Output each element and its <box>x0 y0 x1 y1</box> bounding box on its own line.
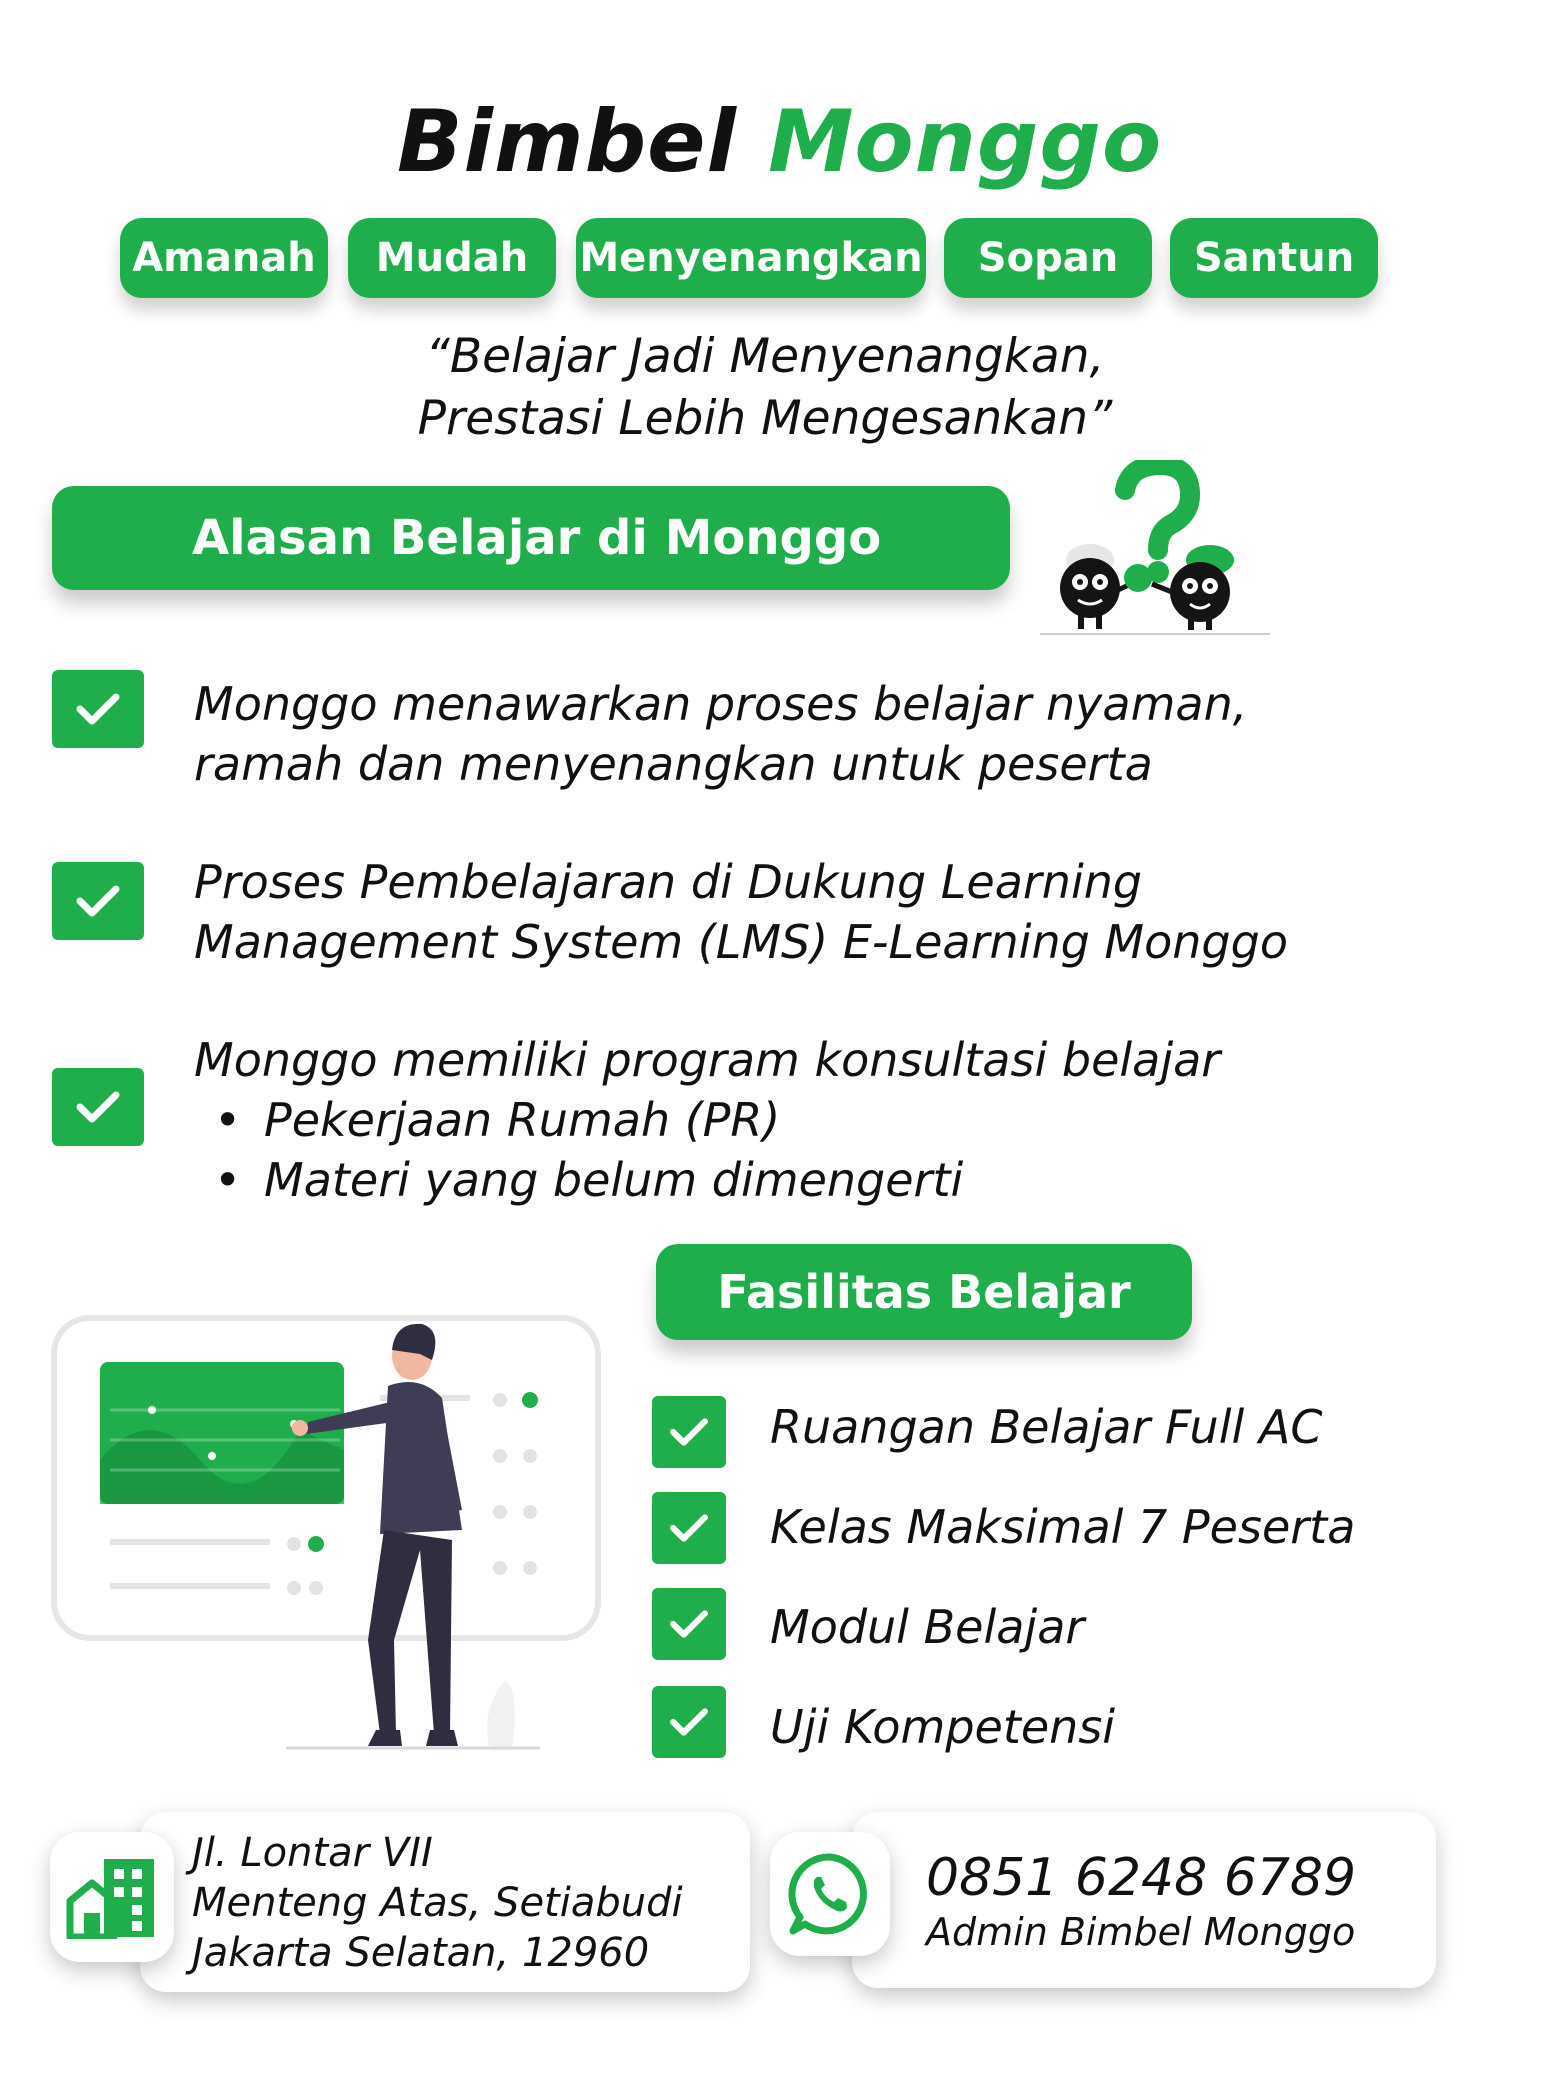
value-pill-sopan: Sopan <box>944 218 1152 298</box>
facility-item-2: Kelas Maksimal 7 Peserta <box>770 1500 1356 1554</box>
brand-name-part2: Monggo <box>767 92 1163 192</box>
contact-phone[interactable]: 0851 6248 6789 <box>926 1848 1357 1908</box>
tagline-line-2: Prestasi Lebih Mengesankan” <box>417 391 1113 446</box>
whatsapp-icon <box>770 1832 890 1956</box>
facility-item-4: Uji Kompetensi <box>770 1700 1116 1754</box>
check-icon <box>652 1492 726 1564</box>
check-icon <box>52 1068 144 1146</box>
facility-item-1: Ruangan Belajar Full AC <box>770 1400 1323 1454</box>
reason-2-line-1: Proses Pembelajaran di Dukung Learning <box>194 855 1143 909</box>
facility-item-3: Modul Belajar <box>770 1600 1085 1654</box>
reason-3-bullet-2: • Materi yang belum dimengerti <box>214 1153 964 1207</box>
tagline-line-1: “Belajar Jadi Menyenangkan, <box>425 329 1105 384</box>
address-line-1: Jl. Lontar VII <box>192 1830 433 1876</box>
presentation-illustration <box>50 1310 610 1770</box>
brand-title <box>0 92 1559 192</box>
reasons-heading: Alasan Belajar di Monggo <box>52 486 1010 590</box>
reason-1-line-1: Monggo menawarkan proses belajar nyaman, <box>194 677 1248 731</box>
reason-3-bullet-1: • Pekerjaan Rumah (PR) <box>214 1093 781 1147</box>
check-icon <box>652 1396 726 1468</box>
address-text <box>192 1828 683 1978</box>
reason-item-2 <box>194 852 1288 972</box>
check-icon <box>52 670 144 748</box>
value-pill-menyenangkan: Menyenangkan <box>576 218 926 298</box>
contact-name: Admin Bimbel Monggo <box>926 1910 1356 1954</box>
building-icon <box>50 1832 174 1962</box>
address-line-3: Jakarta Selatan, 12960 <box>192 1930 650 1976</box>
value-pill-santun: Santun <box>1170 218 1378 298</box>
check-icon <box>652 1686 726 1758</box>
reason-2-line-2: Management System (LMS) E-Learning Monggo <box>194 915 1288 969</box>
check-icon <box>652 1588 726 1660</box>
address-line-2: Menteng Atas, Setiabudi <box>192 1880 683 1926</box>
check-icon <box>52 862 144 940</box>
facilities-heading: Fasilitas Belajar <box>656 1244 1192 1340</box>
reason-3-line-1: Monggo memiliki program konsultasi belajar <box>194 1033 1221 1087</box>
value-pill-mudah: Mudah <box>348 218 556 298</box>
value-pill-amanah: Amanah <box>120 218 328 298</box>
reason-item-3 <box>194 1030 1220 1210</box>
reason-item-1 <box>194 674 1247 794</box>
brand-name-part1: Bimbel <box>396 92 737 192</box>
reason-1-line-2: ramah dan menyenangkan untuk peserta <box>194 737 1153 791</box>
question-mark-icon <box>1030 460 1275 642</box>
